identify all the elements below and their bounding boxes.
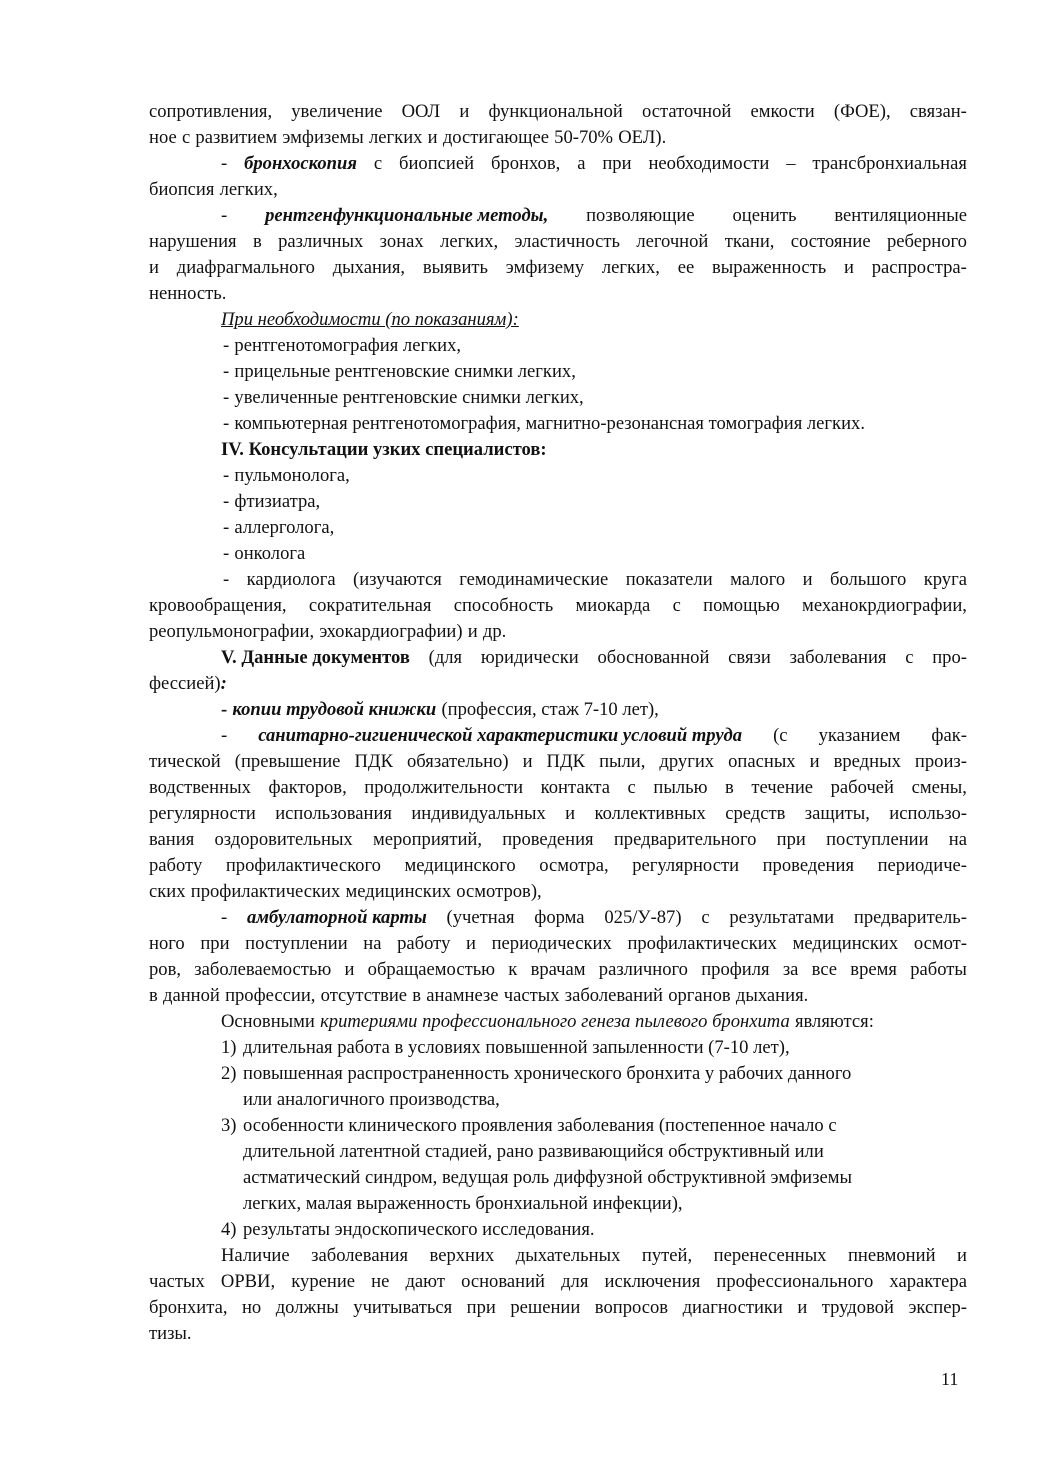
list-item: - компьютерная рентгенотомография, магнитно-резонансная томография легких. (223, 413, 865, 434)
text-line: ских профилактических медицинских осмотров), (149, 881, 542, 902)
text-line: биопсия легких, (149, 179, 278, 200)
criteria-item: 4) результаты эндоскопического исследования. (221, 1219, 595, 1240)
sanitary-characteristics-item: - санитарно-гигиенической характеристики условий труда (с указанием фак- (221, 725, 967, 746)
list-item: - увеличенные рентгеновские снимки легких, (223, 387, 584, 408)
cardiologist-item: - кардиолога (изучаются гемодинамические показатели малого и большого круга (223, 569, 967, 590)
text-line: фессией): (149, 673, 227, 694)
text-line: ное с развитием эмфиземы легких и достигающее 50-70% ОЕЛ). (149, 127, 667, 148)
text-line: Наличие заболевания верхних дыхательных путей, перенесенных пневмоний и (221, 1245, 967, 1266)
criteria-list (149, 1035, 967, 1243)
criteria-item: 1) длительная работа в условиях повышенной запыленности (7-10 лет), (221, 1037, 790, 1058)
text-line: сопротивления, увеличение ООЛ и функциональной остаточной емкости (ФОЕ), связан- (149, 101, 967, 122)
text-line: ненность. (149, 283, 227, 304)
list-item: - фтизиатра, (223, 491, 321, 512)
criteria-intro: Основными критериями профессионального генеза пылевого бронхита являются: (221, 1011, 874, 1032)
text-line: работу профилактического медицинского осмотра, регулярности проведения периодиче- (149, 855, 967, 876)
text-line: регулярности использования индивидуальных и коллективных средств защиты, использо- (149, 803, 967, 824)
xray-methods-item: - рентгенфункциональные методы, позволяющие оценить вентиляционные (149, 203, 967, 229)
text-line: реопульмонографии, эхокардиографии) и др. (149, 621, 507, 642)
text-line: кровообращения, сократительная способность миокарда с помощью механокрдиографии, (149, 595, 967, 616)
list-item: - пульмонолога, (223, 465, 350, 486)
page-number: 11 (941, 1369, 959, 1389)
text-line: водственных факторов, продолжительности контакта с пылью в течение рабочей смены, (149, 777, 967, 798)
list-item: - онколога (223, 543, 306, 564)
text-line: тизы. (149, 1323, 192, 1344)
bronchoscopy-item: - бронхоскопия с биопсией бронхов, а при необходимости – трансбронхиальная (149, 151, 967, 177)
xray-methods-term: рентгенфункциональные методы, (265, 205, 549, 226)
section-heading-v: V. Данные документов (для юридически обоснованной связи заболевания с про- (221, 647, 967, 668)
list-item: - рентгенотомография легких, (223, 335, 462, 356)
list-item: - аллерголога, (223, 517, 335, 538)
text-line: и диафрагмального дыхания, выявить эмфизему легких, ее выраженность и распростра- (149, 257, 967, 278)
text-line: тической (превышение ПДК обязательно) и ПДК пыли, других опасных и вредных произ- (149, 751, 967, 772)
document-body (149, 99, 967, 1347)
criteria-item: 3) особенности клинического проявления заболевания (постепенное начало с (221, 1115, 837, 1136)
criteria-item: длительной латентной стадией, рано развивающийся обструктивный или (243, 1141, 824, 1162)
employment-record-item: - копии трудовой книжки (профессия, стаж 7-10 лет), (221, 699, 659, 720)
text-line: ного при поступлении на работу и периодических профилактических медицинских осмот- (149, 933, 967, 954)
text-line: вания оздоровительных мероприятий, проведения предварительного при поступлении на (149, 829, 967, 850)
list-item: - прицельные рентгеновские снимки легких, (223, 361, 576, 382)
criteria-item: или аналогичного производства, (243, 1089, 500, 1110)
text-line: частых ОРВИ, курение не дают оснований для исключения профессионального характера (149, 1271, 967, 1292)
bronchoscopy-term: бронхоскопия (244, 153, 357, 174)
criteria-item: легких, малая выраженность бронхиальной инфекции), (243, 1193, 683, 1214)
section-heading-iv: IV. Консультации узких специалистов: (221, 439, 547, 460)
text-line: нарушения в различных зонах легких, эластичность легочной ткани, состояние реберного (149, 231, 967, 252)
criteria-item: астматический синдром, ведущая роль диффузной обструктивной эмфиземы (243, 1167, 852, 1188)
indications-heading: При необходимости (по показаниям): (221, 309, 519, 330)
text-line: ров, заболеваемостью и обращаемостью к врачам различного профиля за все время работы (149, 959, 967, 980)
outpatient-card-item: - амбулаторной карты (учетная форма 025/У-87) с результатами предваритель- (221, 907, 967, 928)
text-line: бронхита, но должны учитываться при решении вопросов диагностики и трудовой экспер- (149, 1297, 967, 1318)
criteria-item: 2) повышенная распространенность хронического бронхита у рабочих данного (221, 1063, 852, 1084)
text-line: в данной профессии, отсутствие в анамнезе частых заболеваний органов дыхания. (149, 985, 809, 1006)
